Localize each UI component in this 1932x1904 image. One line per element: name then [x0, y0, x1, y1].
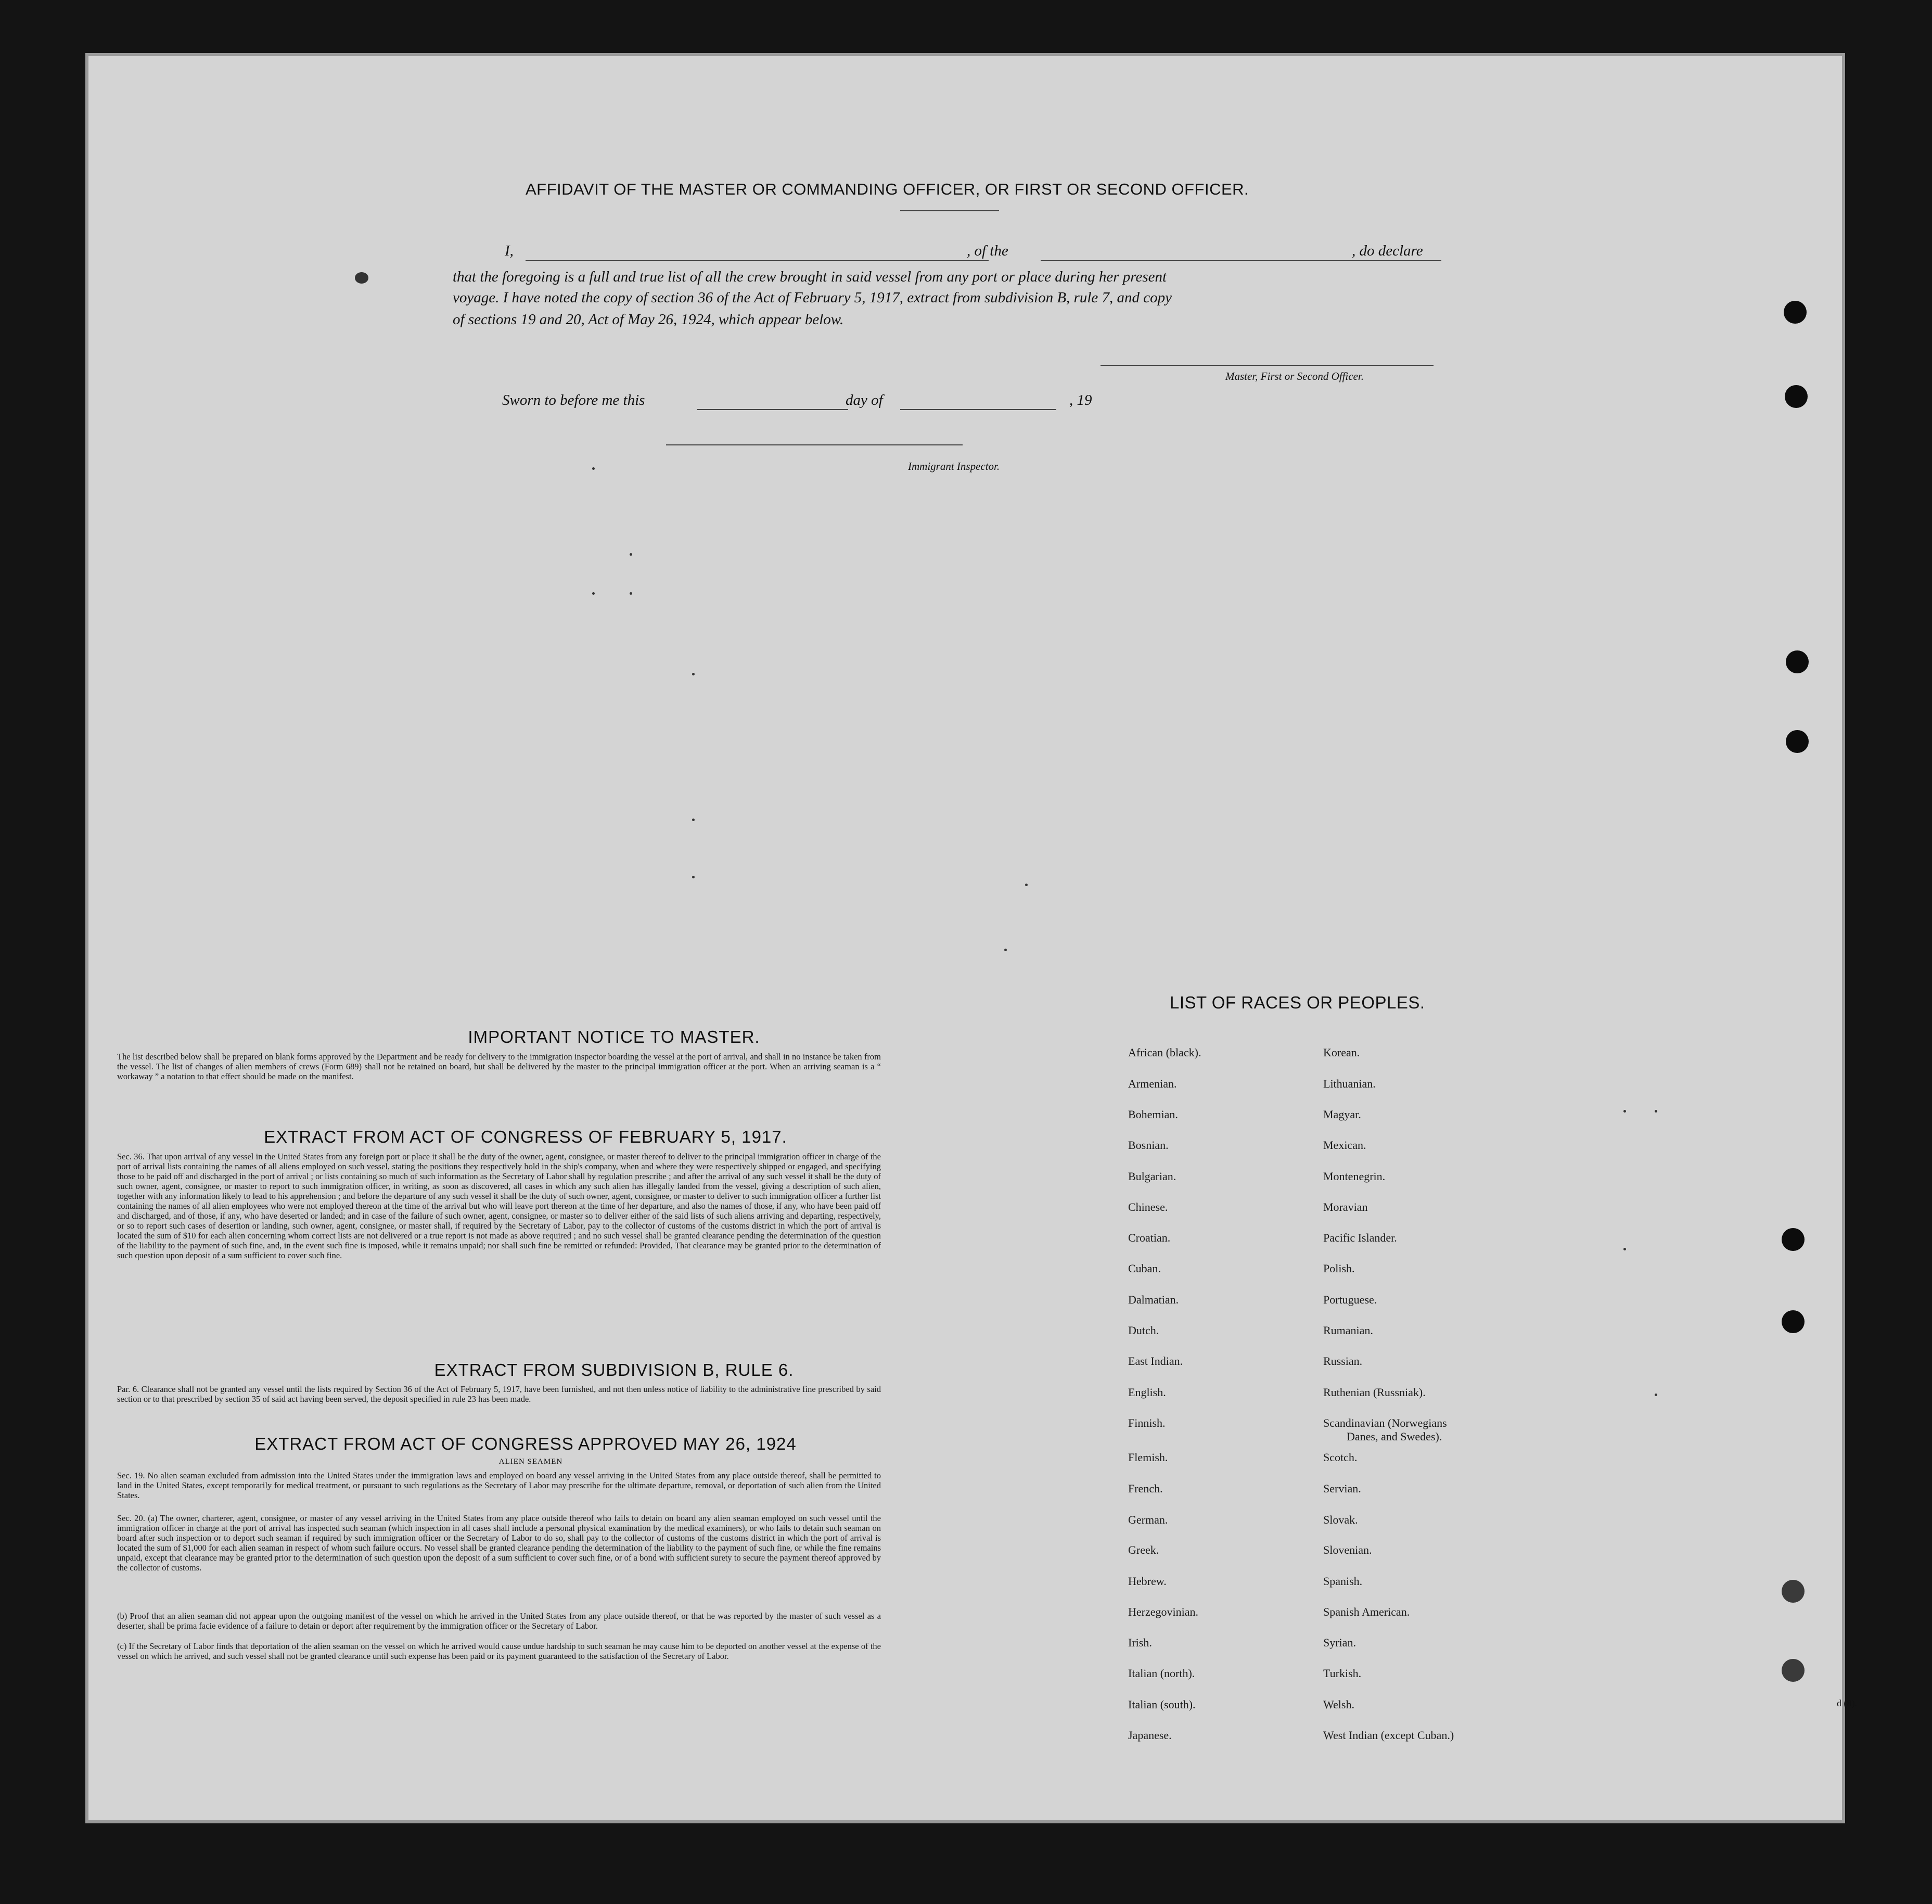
extract-1917-text: Sec. 36. That upon arrival of any vessel in the United States from any foreign port or place it shall be the duty of the owner, agent, consignee, or master thereof to deliver to the principal immigration officer in charge of the port of arrival lists containing the names of all aliens employed on such vessel, stating the positions they respectively hold in the ship's company, when and where they were respectively shipped or engaged, and specifying those to be paid off and discharged in the port of arrival ; or lists containing so much of such information as the Secretary of Labor shall by regulation prescribe ; and after the arrival of any such vessel it shall be the duty of such owner, agent, consignee, or master to report to such immigration officer, in writing, as soon as discovered, all cases in which any such alien has illegally landed from the vessel, giving a description of such alien, together with any information likely to lead to his apprehension ; and before the departure of any such vessel it shall be the duty of such owner, agent, consignee, or master to deliver to such immigration officer a further list containing the names of all alien employees who were not employed thereon at the time of the arrival but who will leave port thereon at the time of her departure, and also the names of those, if any, who have been paid off and discharged, and of those, if any, who have deserted or landed; and in case of the failure of such owner, agent, consignee, or master so to deliver either of the said lists of such aliens arriving and departing, respectively, or so to report such cases of desertion or landing, such owner, agent, consignee, or master shall, if required by the Secretary of Labor, pay to the collector of customs of the customs district in which the port of arrival is located the sum of $10 for each alien concerning whom correct lists are not delivered or a true report is not made as above required ; and no such vessel shall be granted clearance pending the determination of the question of the liability to the payment of such fine, and, in the event such fine is imposed, while it remains unpaid; nor shall such fine be remitted or refunded: Provided, That clearance may be granted prior to the determination of such question upon deposit of a sum sufficient to cover such fine. [117, 1152, 881, 1260]
race-right-20: Syrian. [1323, 1636, 1356, 1649]
notice-title: IMPORTANT NOTICE TO MASTER. [468, 1027, 760, 1046]
affidavit-do-declare-label: , do declare [1352, 242, 1423, 259]
race-right-12: Scandinavian (Norwegians [1323, 1416, 1447, 1429]
affidavit-i-label: I, [505, 242, 514, 259]
race-right-16: Slovak. [1323, 1513, 1358, 1526]
race-right-8: Portuguese. [1323, 1293, 1377, 1306]
race-left-14: French. [1128, 1482, 1163, 1495]
race-right-10: Russian. [1323, 1354, 1363, 1368]
punch-hole-2 [1785, 385, 1808, 408]
extract-1924-title: EXTRACT FROM ACT OF CONGRESS APPROVED MAY 26, 1924 [254, 1434, 797, 1453]
race-left-6: Croatian. [1128, 1231, 1171, 1244]
inspector-label: Immigrant Inspector. [908, 460, 1000, 472]
punch-hole-6 [1782, 1310, 1805, 1333]
inspector-signature-line[interactable] [666, 444, 963, 445]
affidavit-of-the-label: , of the [967, 242, 1008, 259]
race-right-15: Servian. [1323, 1482, 1361, 1495]
mark-12 [1623, 1248, 1626, 1250]
race-right-13: Danes, and Swedes). [1347, 1430, 1442, 1443]
mark-2 [592, 592, 595, 595]
mark-9 [1025, 884, 1028, 886]
notice-text: The list described below shall be prepared on blank forms approved by the Department and be ready for delivery to the immigration inspector boarding the vessel at the port of arrival, and shall in no instance be taken from the vessel. The list of changes of alien members of crews (Form 689) shall not be retained on board, but shall be delivered by the master to the principal immigration officer at the port. When an arriving seaman is a “ workaway ” a notation to that effect should be made on the manifest. [117, 1052, 881, 1081]
races-title: LIST OF RACES OR PEOPLES. [1170, 993, 1425, 1012]
race-right-2: Magyar. [1323, 1108, 1361, 1121]
race-right-4: Montenegrin. [1323, 1170, 1386, 1183]
race-left-15: German. [1128, 1513, 1168, 1526]
sec-20a-text: Sec. 20. (a) The owner, charterer, agent, consignee, or master of any vessel arriving in the United States from any place outside thereof who fails to detain on board any alien seaman employed on such vessel until the immigration officer in charge at the port of arrival has inspected such seaman (which inspection in all cases shall include a personal physical examination by the medical examiners), or who fails to detain such seaman on board after such inspection or to deport such seaman if required by such immigration officer or the Secretary of Labor to do so, shall pay to the collector of customs of the customs district in which the port of arrival is located the sum of $1,000 for each alien seaman in respect of whom such failure occurs. No vessel shall be granted clearance pending the determination of the liability to the payment of such fine, or while the fine remains unpaid, except that clearance may be granted prior to the determination of such question upon the deposit of a sum sufficient to cover such fine, or of a bond with sufficient surety to secure the payment thereof approved by the collector of customs. [117, 1513, 881, 1573]
sec-20c-text: (c) If the Secretary of Labor finds that deportation of the alien seaman on the vessel on which he arrived would cause undue hardship to such seaman he may cause him to be deported on another vessel at the expense of the vessel on which he arrived, and such vessel shall not be granted clearance until such expense has been paid or its payment guaranteed to the satisfaction of the Secretary of Labor. [117, 1641, 881, 1661]
punch-hole-1 [1784, 301, 1807, 324]
mark-8 [1004, 949, 1007, 951]
race-left-22: Japanese. [1128, 1729, 1172, 1742]
race-left-11: English. [1128, 1386, 1166, 1399]
document-page: AFFIDAVIT OF THE MASTER OR COMMANDING OFFICER, OR FIRST OR SECOND OFFICER. I, , of the , do declare that the foregoing is a full and true list of all the crew brought in said vessel from any port or place during her present voyage. I have noted the copy of section 36 of the Act of February 5, 1917, extract from subdivision B, rule 7, and copy of sections 19 and 20, Act of May 26, 1924, which appear below. Master, First or Second Officer. Sworn to before me this day of , 19 Immigrant Inspector. IMPORTANT NOTICE TO MASTER. The list described below shall be prepared on blank forms approved by the Department and be ready for delivery to the immigration inspector boarding the vessel at the port of arrival, and shall in no instance be taken from the vessel. The list of changes of alien members of crews (Form 689) shall not be retained on board, but shall be delivered by the master to the principal immigration officer at the port. When an arriving seaman is a “ workaway ” a notation to that effect should be made on the manifest. EXTRACT FROM ACT OF CONGRESS OF FEBRUARY 5, 1917. Sec. 36. That upon arrival of any vessel in the United States from any foreign port or place it shall be the duty of the owner, agent, consignee, or master thereof to deliver to the principal immigration officer in charge of the port of arrival lists containing the names of all aliens employed on such vessel, stating the positions they respectively hold in the ship's company, when and where they were respectively shipped or engaged, and specifying those to be paid off and discharged in the port of arrival ; or lists containing so much of such information as the Secretary of Labor shall by regulation prescribe ; and after the arrival of any such vessel it shall be the duty of such owner, agent, consignee, or master to report to such immigration officer, in writing, as soon as discovered, all cases in which any such alien has illegally landed from the vessel, giving a description of such alien, together with any information likely to lead to his apprehension ; and before the departure of any such vessel it shall be the duty of such owner, agent, consignee, or master to deliver to such immigration officer a further list containing the names of all alien employees who were not employed thereon at the time of the arrival but who will leave port thereon at the time of her departure, and also the names of those, if any, who have been paid off and discharged, and of those, if any, who have deserted or landed; and in case of the failure of such owner, agent, consignee, or master so to deliver either of the said lists of such aliens arriving and departing, respectively, or so to report such cases of desertion or landing, such owner, agent, consignee, or master shall, if required by the Secretary of Labor, pay to the collector of customs of the customs district in which the port of arrival is located the sum of $10 for each alien concerning whom correct lists are not delivered or a true report is not made as above required ; and no such vessel shall be granted clearance pending the determination of the question of the liability to the payment of such fine, and, in the event such fine is imposed, while it remains unpaid; nor shall such fine be remitted or refunded: Provided, That clearance may be granted prior to the determination of such question upon deposit of a sum sufficient to cover such fine. EXTRACT FROM SUBDIVISION B, RULE 6. Par. 6. Clearance shall not be granted any vessel until the lists required by Section 36 of the Act of February 5, 1917, have been furnished, and not then unless notice of liability to the administrative fine prescribed by said section or to that prescribed by section 35 of said act having been served, the deposit specified in rule 23 has been made. EXTRACT FROM ACT OF CONGRESS APPROVED MAY 26, 1924 ALIEN SEAMEN Sec. 19. No alien seaman excluded from admission into the United States under the immigration laws and employed on board any vessel arriving in the United States from any place outside thereof, shall be permitted to land in the United States, except temporarily for medical treatment, or pursuant to such regulations as the Secretary of Labor may prescribe for the ultimate departure, removal, or deportation of such alien from the United States. Sec. 20. (a) The owner, charterer, agent, consignee, or master of any vessel arriving in the United States from any place outside thereof who fails to detain on board any alien seaman employed on such vessel until the immigration officer in charge at the port of arrival has inspected such seaman (which inspection in all cases shall include a personal physical examination by the medical examiners), or who fails to detain such seaman on board after such inspection or to deport such seaman if required by such immigration officer or the Secretary of Labor to do so, shall pay to the collector of customs of the customs district in which the port of arrival is located the sum of $1,000 for each alien seaman in respect of whom such failure occurs. No vessel shall be granted clearance pending the determination of the liability to the payment of such fine, or while the fine remains unpaid, except that clearance may be granted prior to the determination of such question upon the deposit of a sum sufficient to cover such fine, or of a bond with sufficient surety to secure the payment thereof approved by the collector of customs. (b) Proof that an alien seaman did not appear upon the outgoing manifest of the vessel on which he arrived in the United States from any place outside thereof, or that he was reported by the master of such vessel as a deserter, shall be prima facie evidence of a failure to detain or deport after requirement by the immigration officer or the Secretary of Labor. (c) If the Secretary of Labor finds that deportation of the alien seaman on the vessel on which he arrived would cause undue hardship to such seaman he may cause him to be deported on another vessel at the expense of the vessel on which he arrived, and such vessel shall not be granted clearance until such expense has been paid or its payment guaranteed to the satisfaction of the Secretary of Labor. LIST OF RACES OR PEOPLES. African (black). Armenian. Bohemian. Bosnian. Bulgarian. Chinese. Croatian. Cuban. Dalmatian. Dutch. East Indian. English. Finnish. Flemish. French. German. Greek. Hebrew. Herzegovinian. Irish. Italian (north). Italian (south). Japanese. Korean. Lithuanian. Magyar. Mexican. Montenegrin. Moravian Pacific Islander. Polish. Portuguese. Rumanian. Russian. Ruthenian (Russniak). Scandinavian (Norwegians Danes, and Swedes). Scotch. Servian. Slovak. Slovenian. Spanish. Spanish American. Syrian. Turkish. Welsh. West Indian (except Cuban.) d (8). [88, 56, 1842, 1820]
race-right-22: Welsh. [1323, 1698, 1354, 1711]
mark-3 [630, 553, 632, 556]
title-underline [900, 210, 999, 211]
race-right-23: West Indian (except Cuban.) [1323, 1729, 1454, 1742]
race-left-0: African (black). [1128, 1046, 1201, 1059]
affidavit-body-line-3: voyage. I have noted the copy of section 36 of the Act of February 5, 1917, extract from subdivision B, rule 7, and copy [453, 289, 1172, 306]
extract-1917-title: EXTRACT FROM ACT OF CONGRESS OF FEBRUARY 5, 1917. [264, 1127, 787, 1146]
punch-hole-3 [1786, 650, 1809, 673]
master-signature-label: Master, First or Second Officer. [1225, 370, 1364, 382]
extract-rule6-title: EXTRACT FROM SUBDIVISION B, RULE 6. [434, 1360, 794, 1379]
race-right-18: Spanish. [1323, 1575, 1363, 1588]
race-left-2: Bohemian. [1128, 1108, 1178, 1121]
punch-hole-8 [1782, 1659, 1805, 1682]
affidavit-body-line-2: that the foregoing is a full and true list of all the crew brought in said vessel from any port or place during her present [453, 269, 1167, 285]
race-left-7: Cuban. [1128, 1262, 1161, 1275]
mark-10 [1623, 1110, 1626, 1113]
affidavit-body-line-4: of sections 19 and 20, Act of May 26, 1924, which appear below. [453, 311, 844, 328]
race-left-10: East Indian. [1128, 1354, 1183, 1368]
mark-5 [692, 673, 695, 675]
race-left-19: Irish. [1128, 1636, 1152, 1649]
race-right-7: Polish. [1323, 1262, 1355, 1275]
sworn-year: , 19 [1069, 392, 1092, 408]
race-left-3: Bosnian. [1128, 1139, 1169, 1152]
race-right-6: Pacific Islander. [1323, 1231, 1397, 1244]
mark-11 [1655, 1110, 1657, 1113]
race-left-5: Chinese. [1128, 1200, 1168, 1213]
punch-hole-4 [1786, 730, 1809, 753]
mark-13 [1655, 1394, 1657, 1396]
race-right-17: Slovenian. [1323, 1543, 1372, 1556]
race-left-1: Armenian. [1128, 1077, 1177, 1090]
sworn-month-line[interactable] [900, 409, 1056, 410]
sworn-prefix: Sworn to before me this [502, 392, 645, 408]
race-right-9: Rumanian. [1323, 1324, 1373, 1337]
race-left-21: Italian (south). [1128, 1698, 1196, 1711]
race-left-12: Finnish. [1128, 1416, 1166, 1429]
mark-1 [592, 467, 595, 470]
extract-1924-subtitle: ALIEN SEAMEN [498, 1458, 563, 1466]
race-right-21: Turkish. [1323, 1667, 1362, 1680]
race-left-9: Dutch. [1128, 1324, 1159, 1337]
mark-7 [692, 876, 695, 878]
race-right-19: Spanish American. [1323, 1605, 1410, 1618]
race-left-20: Italian (north). [1128, 1667, 1195, 1680]
race-right-3: Mexican. [1323, 1139, 1366, 1152]
mark-4 [630, 592, 632, 595]
sworn-day-of: day of [846, 392, 883, 408]
sec-19-text: Sec. 19. No alien seaman excluded from admission into the United States under the immigration laws and employed on board any vessel arriving in the United States from any place outside thereof, shall be permitted to land in the United States, except temporarily for medical treatment, or pursuant to such regulations as the Secretary of Labor may prescribe for the ultimate departure, removal, or deportation of such alien from the United States. [117, 1471, 881, 1500]
name-line[interactable] [526, 260, 989, 261]
sworn-day-line[interactable] [697, 409, 848, 410]
punch-hole-7 [1782, 1580, 1805, 1603]
race-left-18: Herzegovinian. [1128, 1605, 1198, 1618]
race-right-5: Moravian [1323, 1200, 1368, 1213]
race-left-16: Greek. [1128, 1543, 1159, 1556]
race-right-14: Scotch. [1323, 1451, 1358, 1464]
ink-spot [355, 272, 368, 284]
extract-rule6-text: Par. 6. Clearance shall not be granted any vessel until the lists required by Section 36 of the Act of February 5, 1917, have been furnished, and not then unless notice of liability to the administrative fine prescribed by said section or to that prescribed by section 35 of said act having been served, the deposit specified in rule 23 has been made. [117, 1384, 881, 1404]
race-left-13: Flemish. [1128, 1451, 1168, 1464]
vessel-line[interactable] [1041, 260, 1441, 261]
affidavit-title: AFFIDAVIT OF THE MASTER OR COMMANDING OFFICER, OR FIRST OR SECOND OFFICER. [526, 180, 1249, 198]
master-signature-line[interactable] [1101, 365, 1434, 366]
punch-hole-5 [1782, 1228, 1805, 1251]
race-left-4: Bulgarian. [1128, 1170, 1176, 1183]
race-left-17: Hebrew. [1128, 1575, 1167, 1588]
sec-20b-text: (b) Proof that an alien seaman did not appear upon the outgoing manifest of the vessel on which he arrived in the United States from any place outside thereof, or that he was reported by the master of such vessel as a deserter, shall be prima facie evidence of a failure to detain or deport after requirement by the immigration officer or the Secretary of Labor. [117, 1611, 881, 1631]
race-right-0: Korean. [1323, 1046, 1360, 1059]
race-right-1: Lithuanian. [1323, 1077, 1376, 1090]
mark-6 [692, 819, 695, 821]
race-left-8: Dalmatian. [1128, 1293, 1179, 1306]
race-right-11: Ruthenian (Russniak). [1323, 1386, 1426, 1399]
